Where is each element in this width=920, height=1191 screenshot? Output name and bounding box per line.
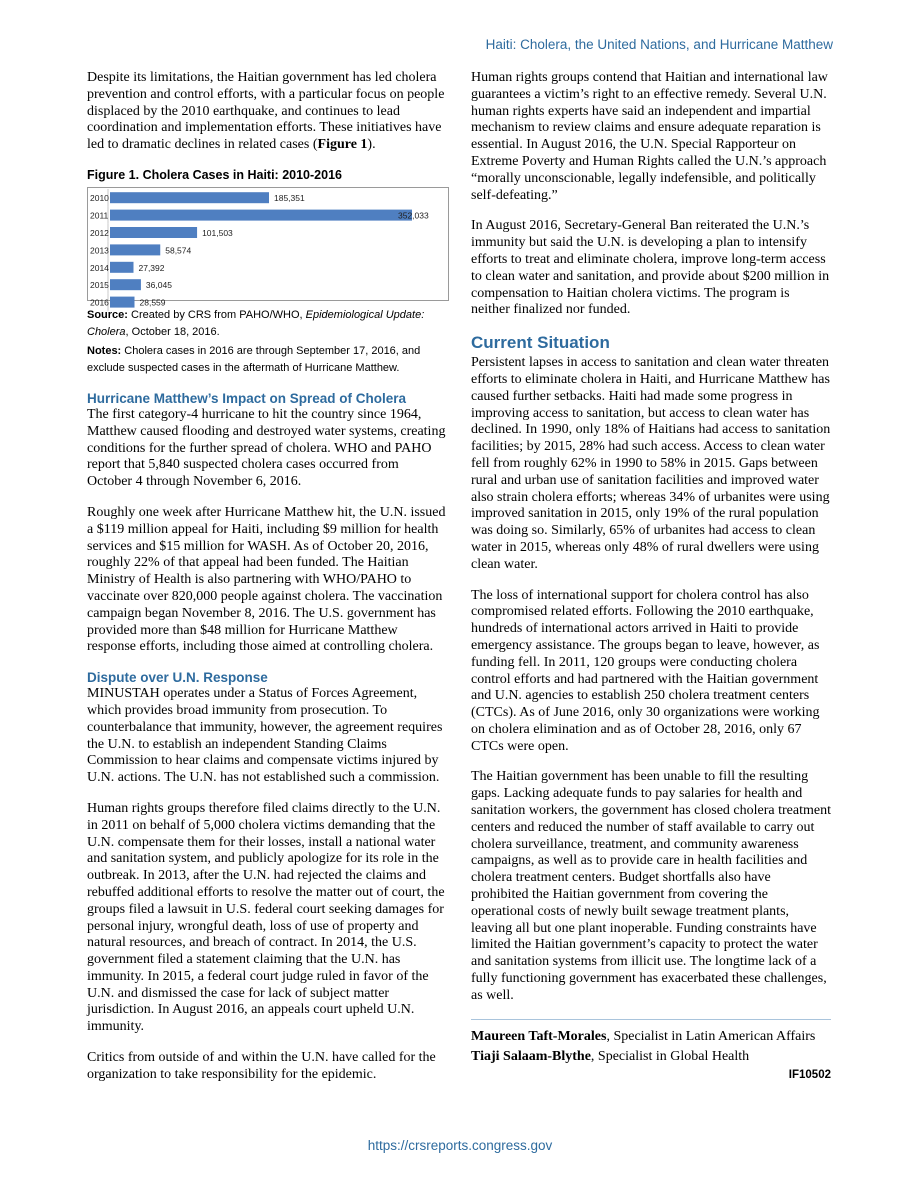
paragraph-matthew-2: Roughly one week after Hurricane Matthew hit, the U.N. issued a $119 million appeal for Haiti, including $9 million for health services and $15 million for WASH. As of October 20, 2016, roughly 22% of that appeal had been funded. The Haitian Ministry of Health is also partnering with WHO/PAHO to vaccinate over 820,000 people against cholera. The vaccination campaign began November 8, 2016. The U.S. government has provided more than $48 million for Hurricane Matthew response efforts, including those aimed at controlling cholera. [87,504,446,655]
category-label-2011: 2011 [90,210,109,221]
paragraph-current-2: The loss of international support for cholera control has also compromised related efforts. Following the 2010 earthquake, hundreds of international actors arrived in Haiti to provide emergency assistance. The groups began to leave, however, as funding fell. In 2011, 120 groups were conducting cholera control efforts and had partnered with the Haitian government and U.N. agencies to establish 250 cholera treatment centers (CTCs). As of June 2016, only 30 organizations were working on cholera elimination and as of October 28, 2016, only 67 CTCs were open. [471,587,820,754]
paragraph-matthew-1: The first category-4 hurricane to hit the country since 1964, Matthew caused flooding and destroyed water systems, creating conditions for the further spread of cholera. WHO and PAHO report that 5,840 suspected cholera cases occurred from October 4 through November 6, 2016. [87,406,446,490]
heading-dispute: Dispute over U.N. Response [87,670,268,686]
paragraph-dispute-2: Human rights groups therefore filed claims directly to the U.N. in 2011 on behalf of 5,000 cholera victims demanding that the U.N. compensate them for their losses, install a national water and sanitation system, and publicly apologize for its role in the outbreak. In 2013, after the U.N. had rejected the claims and rebuffed additional efforts to resolve the matter out of court, the groups filed a lawsuit in U.S. federal court seeking damages for personal injury, wrongful death, loss of use of property and natural resources, and breach of contract. In 2014, the U.S. government filed a statement claiming that the U.N. has immunity. In 2015, a federal court judge ruled in favor of the U.N. and dismissed the case for lack of subject matter jurisdiction. In August 2016, an appeals court upheld U.N. immunity. [87,800,445,1035]
left-column [87,70,447,1098]
bar-2016 [110,297,135,308]
bar-2010 [110,192,269,203]
bar-2013 [110,244,160,255]
heading-matthew-impact: Hurricane Matthew’s Impact on Spread of Cholera [87,390,407,406]
value-label-2011: 352,033 [398,210,429,221]
paragraph-current-1: Persistent lapses in access to sanitation and clean water threaten efforts to eliminate cholera in Haiti, and Hurricane Matthew has caused further setbacks. Haiti had made some progress in improving access to sanitation, but access to clean water has declined. In 1990, only 18% of Haitians had access to sanitation facilities; by 2015, 28% had such access. Access to clean water fell from roughly 62% in 1990 to 58% in 2015. Gaps between rural and urban use of sanitation facilities and improved water also strain cholera efforts; whereas 34% of urbanites were using improved sanitation in 2015, only 19% of the rural population was doing so. Similarly, 65% of urbanites had access to clean water in 2015, whereas only 48% of rural dwellers were using clean water. [471,355,831,572]
intro-paragraph: Despite its limitations, the Haitian government has led cholera prevention and control efforts, with a particular focus on people displaced by the 2010 earthquake, and continues to lead coordination and implementation efforts. These initiatives have led to dramatic declines in related cases (Figure 1). [87,70,445,153]
bar-2011 [110,210,412,221]
figure-notes: Notes: Cholera cases in 2016 are through September 17, 2016, and exclude suspected cases in the aftermath of Hurricane Matthew. [87,344,421,374]
category-label-2010: 2010 [90,193,109,204]
category-label-2014: 2014 [90,262,109,273]
bar-2015 [110,279,141,290]
paragraph-dispute-1: MINUSTAH operates under a Status of Forces Agreement, which provides broad immunity from prosecution. To counterbalance that immunity, however, the agreement requires the U.N. to establish an independent Standing Claims Commission to hear claims and compensate victims injured by U.N. actions. The U.N. has not established such a commission. [87,686,443,786]
value-label-2013: 58,574 [165,245,192,256]
paragraph-current-3: The Haitian government has been unable to fill the resulting gaps. Lacking adequate funds to pay salaries for health and sanitation workers, the government has closed cholera treatment centers and reduced the number of staff available to carry out cholera surveillance, treatment, and community awareness campaigns, as well as to provide care in health facilities and cholera treatment centers. Budget shortfalls also have prohibited the Haitian government from covering the operational costs of newly built sewage treatment plants, leaving all but one plant inoperable. Funding constraints have limited the Haitian government’s capacity to protect the water and sanitation systems from illicit use. The longtime lack of a fully functioning government has exacerbated these challenges, as well. [471,769,831,1003]
category-label-2016: 2016 [90,297,109,308]
author-1: Maureen Taft-Morales, Specialist in Latin American Affairs [471,1028,816,1044]
paragraph-ban: In August 2016, Secretary-General Ban reiterated the U.N.’s immunity but said the U.N. is developing a plan to intensify efforts to treat and eliminate cholera, improve long-term access to clean water and sanitation, and provide about $200 million in compensation to Haitian cholera victims. The program is neither finalized nor funded. [471,218,830,318]
footer-url-link[interactable]: https://crsreports.congress.gov [367,1138,553,1153]
running-header: Haiti: Cholera, the United Nations, and Hurricane Matthew [485,37,833,52]
value-label-2014: 27,392 [138,262,165,273]
value-label-2015: 36,045 [145,280,172,291]
bar-2012 [110,227,197,238]
category-label-2012: 2012 [90,227,109,238]
author-divider [471,1019,831,1020]
paragraph-dispute-3: Critics from outside of and within the U.N. have called for the organization to take responsibility for the epidemic. [87,1050,436,1082]
report-id: IF10502 [788,1068,831,1081]
value-label-2010: 185,351 [274,193,305,204]
figure-source: Source: Created by CRS from PAHO/WHO, Epidemiological Update: Cholera, October 18, 2016. [87,308,425,338]
heading-current-situation: Current Situation [471,333,610,353]
chart-svg [88,188,450,308]
right-column [471,70,831,1081]
author-2: Tiaji Salaam-Blythe, Specialist in Global Health [471,1048,750,1064]
paragraph-human-rights: Human rights groups contend that Haitian and international law guarantees a victim’s right to an effective remedy. Several U.N. human rights experts have said an independent and impartial mechanism to review claims and ensure adequate reparation is essential. In August 2016, the U.N. Special Rapporteur on Extreme Poverty and Human Rights called the U.N.’s approach “morally unconscionable, legally indefensible, and politically self-defeating.” [471,70,828,203]
value-label-2016: 28,559 [139,297,166,308]
category-label-2015: 2015 [90,280,109,291]
cholera-bar-chart [87,187,449,308]
figure-title: Figure 1. Cholera Cases in Haiti: 2010-2016 [87,167,342,182]
bar-2014 [110,262,133,273]
category-label-2013: 2013 [90,245,109,256]
value-label-2012: 101,503 [202,227,233,238]
figure-reference-link[interactable]: Figure 1 [317,137,368,153]
